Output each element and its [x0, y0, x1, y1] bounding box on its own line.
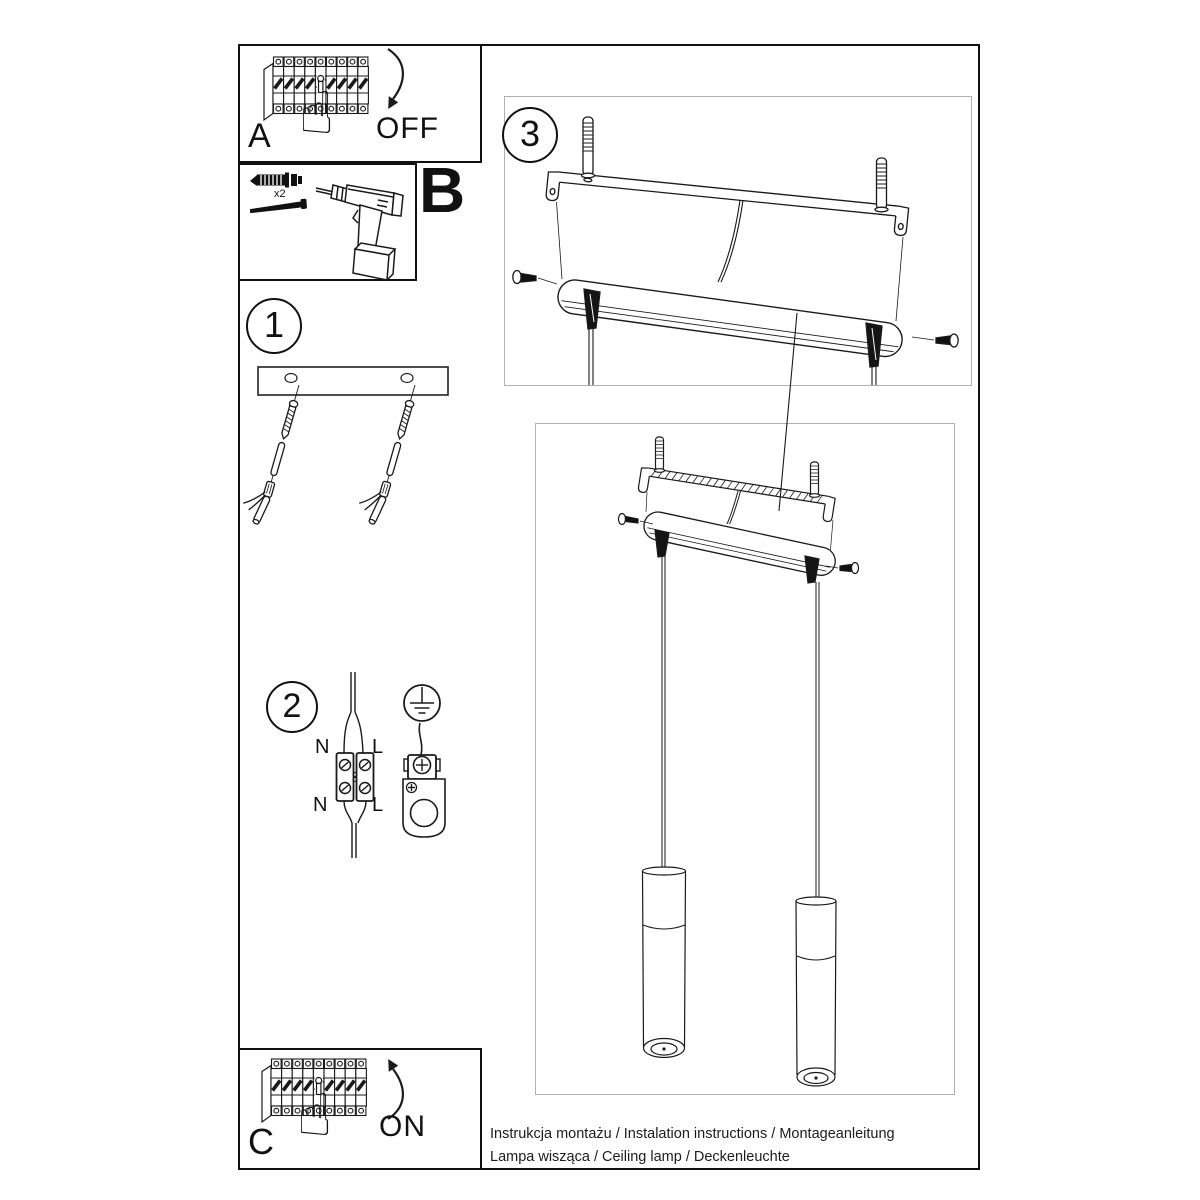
- cable-line: [816, 582, 819, 899]
- cable-line: [589, 329, 593, 385]
- step-2-badge: 2: [266, 681, 318, 733]
- mounting-strip-icon: [258, 367, 448, 395]
- cable-line: [872, 367, 876, 385]
- panel-a-label: A: [248, 117, 271, 155]
- pendant-lamp-assembly-diagram: [535, 420, 955, 1096]
- screw-icon: [249, 199, 307, 213]
- ground-symbol-icon: [404, 685, 440, 721]
- wire-label-l-bottom: L: [372, 794, 384, 816]
- wire-label-n-bottom: N: [313, 794, 328, 816]
- pendant-lamp-icon: [796, 897, 836, 1086]
- panel-b-label: B: [419, 154, 466, 226]
- step-1-badge: 1: [246, 298, 302, 354]
- panel-c-label: C: [248, 1121, 274, 1162]
- footer-line-1: Instrukcja montażu / Instalation instructions / Montageanleitung: [490, 1126, 895, 1142]
- pendant-lamp-icon: [643, 867, 686, 1058]
- bracket-and-canopy-exploded-diagram: [504, 96, 972, 386]
- cable-line: [662, 556, 665, 869]
- terminal-block-icon: [337, 753, 374, 801]
- pointing-hand-icon: ☝: [297, 1081, 333, 1149]
- threaded-stud-icon: [810, 462, 820, 497]
- pointing-hand-icon: ☝: [299, 79, 335, 147]
- threaded-stud-icon: [655, 437, 665, 472]
- threaded-stud-icon: [582, 117, 595, 178]
- cable-line: [727, 491, 741, 524]
- quantity-label: x2: [274, 188, 286, 200]
- wire-label-l-top: L: [372, 736, 384, 758]
- on-label: ON: [379, 1110, 426, 1143]
- canopy-icon: [556, 278, 904, 359]
- side-screw-icon: [513, 271, 557, 285]
- off-label: OFF: [376, 112, 439, 145]
- wiring-diagram: [300, 655, 470, 875]
- mounting-strip-and-anchors-diagram: [250, 360, 500, 550]
- ground-terminal-icon: [403, 755, 445, 837]
- curved-arrow-down-icon: [372, 46, 416, 116]
- mains-cable-icon: [344, 672, 363, 753]
- drill-icon: [314, 174, 416, 284]
- wall-plug-icon: [250, 173, 302, 188]
- cable-line: [718, 200, 743, 282]
- mounting-bracket-icon: [546, 171, 909, 236]
- wire-label-n-top: N: [315, 736, 330, 758]
- side-screw-icon: [912, 334, 958, 347]
- anchor-screw-icon: [355, 379, 419, 526]
- threaded-stud-icon: [875, 158, 888, 212]
- step-3-badge: 3: [502, 107, 558, 163]
- footer-line-2: Lampa wisząca / Ceiling lamp / Deckenleuchte: [490, 1149, 790, 1165]
